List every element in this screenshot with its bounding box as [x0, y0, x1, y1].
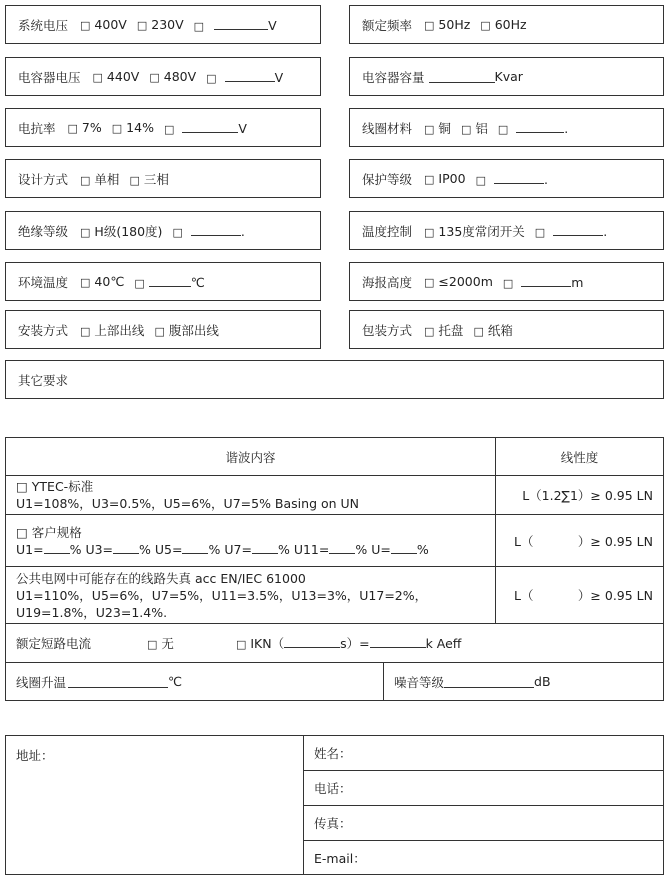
checkbox-icon[interactable]: □ [80, 324, 91, 338]
noise-field: 噪音等级 dB [383, 662, 664, 701]
phone-field[interactable] [303, 770, 664, 806]
checkbox-icon[interactable]: □ [424, 122, 435, 136]
checkbox-icon[interactable]: □ [460, 122, 472, 136]
address-field[interactable] [5, 735, 304, 875]
insulation-option-custom[interactable]: □ . [172, 223, 245, 239]
harmonic-row-standard-linearity: L（1.2∑1）≥ 0.95 LN [495, 475, 664, 515]
name-label: 姓名： [314, 746, 352, 761]
checkbox-icon[interactable]: □ [67, 122, 78, 135]
phone-label: 电话： [314, 781, 352, 796]
harmonic-header-linearity: 线性度 [495, 437, 664, 476]
checkbox-icon[interactable]: □ [193, 19, 205, 33]
altitude-option-custom[interactable]: □ m [502, 274, 584, 290]
cap-voltage-option-custom[interactable]: □ V [206, 69, 284, 85]
coil-material-option-custom[interactable]: □ . [497, 120, 569, 136]
ambient-temp-option-1[interactable]: □ 40℃ [80, 274, 125, 289]
temp-control-label: 温度控制 [362, 223, 413, 239]
coil-material-field [349, 108, 664, 147]
protection-label: 保护等级 [362, 171, 413, 187]
design-option-2[interactable]: □ 三相 [129, 171, 169, 187]
checkbox-icon[interactable]: □ [80, 173, 91, 187]
harmonic-row-custom-linearity: L（ ）≥ 0.95 LN [495, 514, 664, 567]
checkbox-icon[interactable]: □ [80, 225, 91, 239]
packing-option-1[interactable]: □ 托盘 [424, 322, 464, 338]
checkbox-icon[interactable]: □ [473, 324, 484, 338]
checkbox-icon[interactable]: □ [424, 276, 435, 289]
protection-option-1[interactable]: □ IP00 [424, 171, 466, 186]
coil-material-label: 线圈材料 [362, 120, 413, 136]
ikn-value-blank[interactable] [370, 635, 426, 648]
frequency-label: 额定频率 [362, 17, 413, 33]
harmonic-row-grid[interactable]: 公共电网中可能存在的线路失真 acc EN/IEC 61000 U1=110%，U5=6%，U7=5%，U11=3.5%，U13=3%，U17=2%， U19=1.8%，U23=1.4%. [5, 566, 496, 624]
fax-field[interactable] [303, 805, 664, 841]
packing-label: 包装方式 [362, 322, 413, 338]
cap-capacity-label: 电容器容量 [362, 69, 425, 85]
checkbox-icon[interactable]: □ [134, 276, 145, 290]
checkbox-icon[interactable]: □ [206, 71, 217, 85]
cap-voltage-option-2[interactable]: □ 480V [149, 69, 197, 84]
install-option-1[interactable]: □ 上部出线 [80, 322, 145, 338]
protection-custom-blank[interactable] [494, 171, 544, 184]
checkbox-icon[interactable]: □ [497, 122, 509, 136]
cap-voltage-field [5, 57, 321, 96]
coil-material-option-1[interactable]: □ 铜 [424, 120, 451, 136]
name-field[interactable] [303, 735, 664, 771]
checkbox-icon[interactable]: □ [80, 276, 91, 289]
reactance-label: 电抗率 [18, 120, 56, 136]
noise-blank[interactable] [444, 675, 534, 688]
checkbox-icon[interactable]: □ [149, 71, 160, 84]
u11-blank[interactable] [329, 541, 355, 554]
checkbox-icon[interactable]: □ [475, 173, 486, 187]
cap-voltage-option-1[interactable]: □ 440V [92, 69, 140, 84]
reactance-option-2[interactable]: □ 14% [111, 120, 154, 135]
other-requirements-field[interactable] [5, 360, 664, 399]
checkbox-icon[interactable]: □ [424, 173, 435, 186]
u7-blank[interactable] [252, 541, 278, 554]
ambient-temp-label: 环境温度 [18, 274, 69, 290]
altitude-field [349, 262, 664, 301]
frequency-option-2[interactable]: □ 60Hz [480, 17, 527, 32]
cap-capacity-field [349, 57, 664, 96]
short-circuit-row [5, 623, 664, 663]
temp-control-custom-blank[interactable] [553, 223, 603, 236]
harmonic-row-grid-linearity: L（ ）≥ 0.95 LN [495, 566, 664, 624]
checkbox-icon[interactable]: □ [424, 225, 435, 239]
voltage-custom-blank[interactable] [214, 17, 268, 30]
install-option-2[interactable]: □ 腹部出线 [154, 322, 219, 338]
reactance-field [5, 108, 321, 147]
coil-material-custom-blank[interactable] [516, 120, 564, 133]
coil-rise-field: 线圈升温 ℃ [5, 662, 384, 701]
u5-blank[interactable] [182, 541, 208, 554]
checkbox-icon[interactable]: □ [136, 19, 148, 32]
checkbox-icon[interactable]: □ [424, 324, 435, 338]
insulation-option-1[interactable]: □ H级(180度) [80, 223, 163, 239]
cap-capacity-blank[interactable] [429, 70, 495, 83]
checkbox-icon[interactable]: □ [163, 122, 175, 136]
cap-capacity-unit: Kvar [494, 69, 523, 84]
checkbox-icon[interactable]: □ [129, 173, 140, 187]
checkbox-icon[interactable]: □ [534, 225, 546, 239]
frequency-option-1[interactable]: □ 50Hz [424, 17, 471, 32]
checkbox-icon[interactable]: □ [235, 638, 247, 651]
noise-label: 噪音等级 [394, 674, 445, 690]
checkbox-icon[interactable]: □ [502, 276, 514, 290]
design-option-1[interactable]: □ 单相 [80, 171, 120, 187]
other-requirements-label: 其它要求 [18, 372, 69, 388]
protection-field [349, 159, 664, 198]
temp-control-field [349, 211, 664, 250]
altitude-label: 海报高度 [362, 274, 413, 290]
harmonic-row-custom[interactable]: □ 客户规格 U1= % U3= % U5= % U7= % U11= % U= % [5, 514, 496, 567]
fax-label: 传真： [314, 816, 352, 831]
u1-blank[interactable] [44, 541, 70, 554]
checkbox-icon[interactable]: □ [424, 19, 435, 32]
ikn-seconds-blank[interactable] [284, 635, 340, 648]
temp-control-option-1[interactable]: □ 135度常闭开关 [424, 223, 525, 239]
coil-rise-blank[interactable] [68, 675, 168, 688]
voltage-option-custom[interactable]: □ V [193, 17, 277, 33]
insulation-custom-blank[interactable] [191, 223, 241, 236]
reactance-option-1[interactable]: □ 7% [67, 120, 102, 135]
checkbox-icon[interactable]: □ [480, 19, 491, 32]
ambient-temp-field [5, 262, 321, 301]
u3-blank[interactable] [113, 541, 139, 554]
altitude-custom-blank[interactable] [521, 274, 571, 287]
frequency-field [349, 5, 664, 44]
install-field [5, 310, 321, 349]
checkbox-icon[interactable]: □ [147, 638, 158, 651]
short-ikn-option[interactable]: □ IKN（ s）= k Aeff [235, 636, 462, 651]
temp-control-option-custom[interactable]: □ . [534, 223, 608, 239]
u-blank[interactable] [391, 541, 417, 554]
insulation-field [5, 211, 321, 250]
checkbox-icon[interactable]: □ [92, 71, 103, 84]
reactance-option-custom[interactable]: □ V [163, 120, 247, 136]
ambient-temp-custom-blank[interactable] [149, 274, 191, 287]
email-field[interactable] [303, 840, 664, 875]
cap-voltage-custom-blank[interactable] [225, 69, 275, 82]
packing-option-2[interactable]: □ 纸箱 [473, 322, 513, 338]
design-field [5, 159, 321, 198]
design-label: 设计方式 [18, 171, 69, 187]
checkbox-icon[interactable]: □ [154, 324, 165, 338]
harmonic-header-content: 谐波内容 [5, 437, 496, 476]
harmonic-row-standard[interactable]: □ YTEC-标准 U1=108%，U3=0.5%，U5=6%，U7=5% Basing on UN [5, 475, 496, 515]
ambient-temp-option-custom[interactable]: □ ℃ [134, 274, 205, 290]
voltage-option-1[interactable]: □ 400V [80, 17, 127, 32]
checkbox-icon[interactable]: □ [80, 19, 91, 32]
checkbox-icon[interactable]: □ [111, 122, 123, 135]
reactance-custom-blank[interactable] [182, 120, 238, 133]
protection-option-custom[interactable]: □ . [475, 171, 548, 187]
coil-rise-label: 线圈升温 [16, 674, 67, 690]
voltage-option-2[interactable]: □ 230V [136, 17, 184, 32]
altitude-option-1[interactable]: □ ≤2000m [424, 274, 493, 289]
packing-field [349, 310, 664, 349]
email-label: E-mail： [314, 850, 366, 866]
address-label: 地址： [16, 748, 54, 763]
checkbox-icon[interactable]: □ [172, 225, 183, 239]
voltage-label: 系统电压 [18, 17, 69, 33]
install-label: 安装方式 [18, 322, 69, 338]
coil-material-option-2[interactable]: □ 铝 [460, 120, 488, 136]
insulation-label: 绝缘等级 [18, 223, 69, 239]
voltage-field [5, 5, 321, 44]
cap-voltage-label: 电容器电压 [18, 69, 81, 85]
short-none-option[interactable]: □ 无 [147, 636, 174, 651]
short-circuit-label: 额定短路电流 [16, 636, 92, 651]
